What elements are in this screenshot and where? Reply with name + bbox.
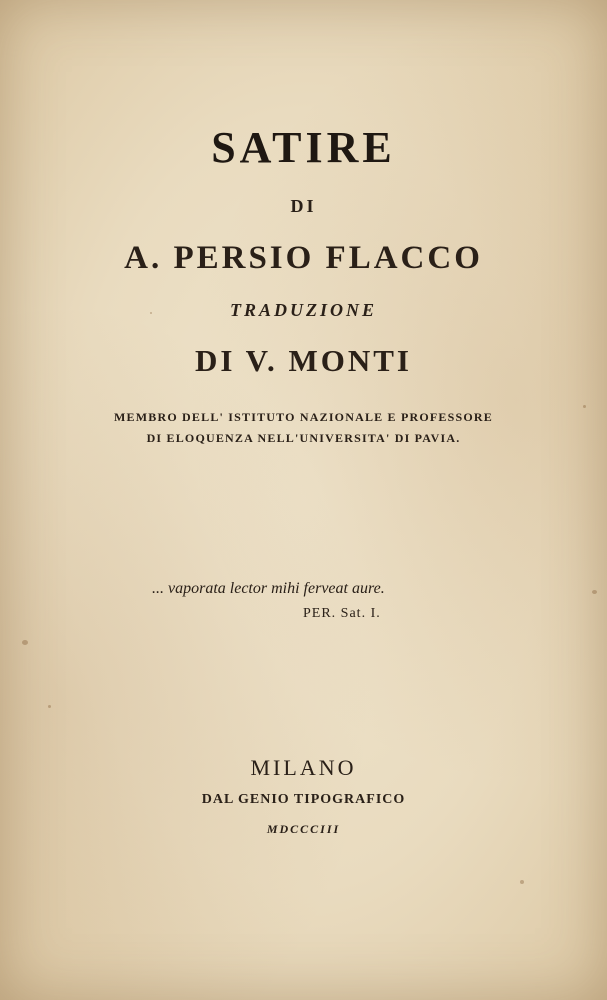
foxing-spot xyxy=(592,590,597,594)
foxing-spot xyxy=(520,880,524,884)
epigraph-source: PER. Sat. I. xyxy=(303,606,381,621)
author-name: A. PERSIO FLACCO xyxy=(124,240,483,276)
epigraph-quote: ... vaporata lector mihi ferveat aure. xyxy=(152,580,385,597)
book-title: SATIRE xyxy=(211,123,396,172)
foxing-spot xyxy=(22,640,28,645)
foxing-spot xyxy=(583,405,586,408)
translator-credentials-line-2: DI ELOQUENZA NELL'UNIVERSITA' DI PAVIA. xyxy=(146,431,461,445)
translator-credentials-line-1: MEMBRO DELL' ISTITUTO NAZIONALE E PROFESSORE xyxy=(114,410,493,424)
imprint-publisher: DAL GENIO TIPOGRAFICO xyxy=(201,792,406,807)
title-di: DI xyxy=(290,196,317,216)
translation-label: TRADUZIONE xyxy=(229,300,377,320)
imprint-city: MILANO xyxy=(250,755,357,780)
imprint-year: MDCCCIII xyxy=(266,822,341,836)
foxing-spot xyxy=(48,705,51,708)
translator-name: DI V. MONTI xyxy=(194,343,413,378)
